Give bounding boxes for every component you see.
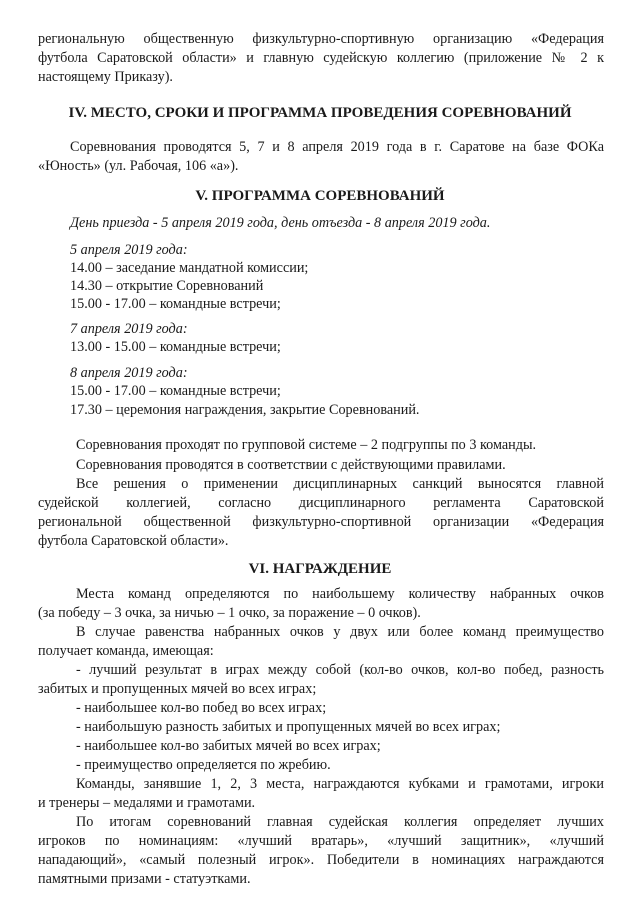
text-line: В случае равенства набранных очков у двух или более команд преимущество	[76, 624, 604, 640]
text-line: забитых и пропущенных мячей во всех играх;	[38, 681, 317, 697]
list-item: - преимущество определяется по жребию.	[76, 757, 331, 773]
section-heading: IV. МЕСТО, СРОКИ И ПРОГРАММА ПРОВЕДЕНИЯ СОРЕВНОВАНИЙ	[68, 105, 572, 121]
text-line: и тренеры – медалями и грамотами.	[38, 795, 256, 811]
text-line: Все решения о применении дисциплинарных санкций выносятся главной	[76, 476, 604, 492]
schedule-date: 7 апреля 2019 года:	[70, 321, 188, 337]
text-line: (за победу – 3 очка, за ничью – 1 очко, за поражение – 0 очков).	[38, 605, 421, 621]
list-item: - лучший результат в играх между собой (кол-во очков, кол-во побед, разность	[76, 662, 604, 678]
schedule-item: 14.30 – открытие Соревнований	[70, 278, 264, 294]
text-line: футбола Саратовской области».	[38, 533, 229, 549]
schedule-item: 17.30 – церемония награждения, закрытие Соревнований.	[70, 402, 420, 418]
text-line: По итогам соревнований главная судейская коллегия определяет лучших	[76, 814, 604, 830]
section-heading: V. ПРОГРАММА СОРЕВНОВАНИЙ	[195, 188, 445, 204]
list-item: - наибольшее кол-во забитых мячей во всех играх;	[76, 738, 381, 754]
text-line: Команды, занявшие 1, 2, 3 места, награждаются кубками и грамотами, игроки	[76, 776, 604, 792]
list-item: - наибольшую разность забитых и пропущенных мячей во всех играх;	[76, 719, 501, 735]
list-item: - наибольшее кол-во побед во всех играх;	[76, 700, 327, 716]
text-line: игроков по номинациям: «лучший вратарь», «лучший защитник», «лучший	[38, 833, 604, 849]
text-line: нападающий», «самый полезный игрок». Победители в номинациях награждаются	[38, 852, 604, 868]
text-line: судейской коллегией, согласно дисциплинарного регламента Саратовской	[38, 495, 604, 511]
text-line: настоящему Приказу).	[38, 69, 173, 85]
schedule-item: 15.00 - 17.00 – командные встречи;	[70, 296, 281, 312]
text-line: футбола Саратовской области» и главную судейскую коллегию (приложение № 2 к	[38, 50, 604, 66]
arrival-departure: День приезда - 5 апреля 2019 года, день отъезда - 8 апреля 2019 года.	[70, 215, 491, 231]
schedule-item: 14.00 – заседание мандатной комиссии;	[70, 260, 309, 276]
text-line: Соревнования проходят по групповой системе – 2 подгруппы по 3 команды.	[76, 437, 537, 453]
text-line: региональную общественную физкультурно-спортивную организацию «Федерация	[38, 31, 604, 47]
text-line: Соревнования проводятся в соответствии с действующими правилами.	[76, 457, 506, 473]
text-line: Места команд определяются по наибольшему количеству набранных очков	[76, 586, 604, 602]
text-line: памятными призами - статуэтками.	[38, 871, 251, 887]
schedule-item: 13.00 - 15.00 – командные встречи;	[70, 339, 281, 355]
schedule-date: 8 апреля 2019 года:	[70, 365, 188, 381]
schedule-item: 15.00 - 17.00 – командные встречи;	[70, 383, 281, 399]
section-heading: VI. НАГРАЖДЕНИЕ	[248, 561, 392, 577]
text-line: «Юность» (ул. Рабочая, 106 «а»).	[38, 158, 239, 174]
text-line: Соревнования проводятся 5, 7 и 8 апреля 2019 года в г. Саратове на базе ФОКа	[70, 139, 604, 155]
schedule-date: 5 апреля 2019 года:	[70, 242, 188, 258]
text-line: получает команда, имеющая:	[38, 643, 214, 659]
text-line: региональной общественной физкультурно-спортивной организации «Федерация	[38, 514, 604, 530]
